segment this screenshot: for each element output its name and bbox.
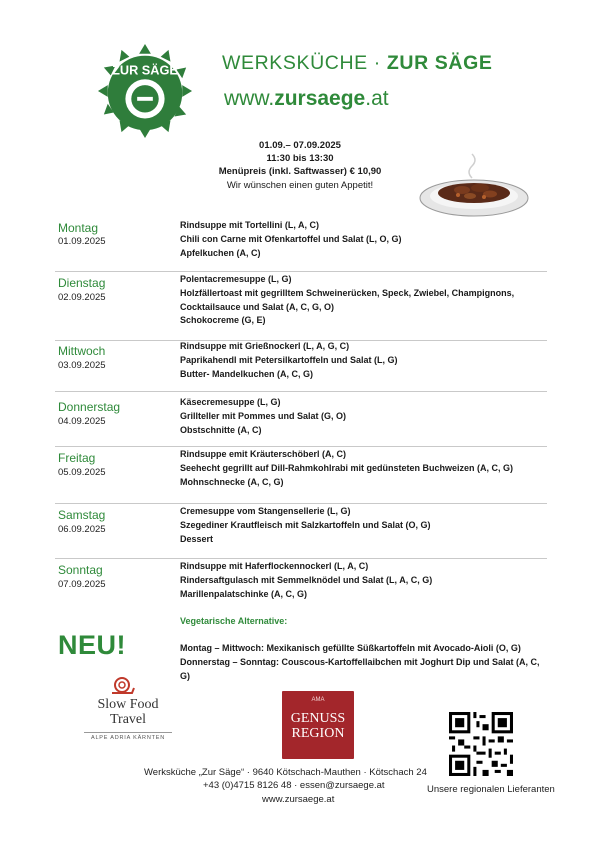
footer-web[interactable]: www.zursaege.at	[262, 794, 335, 805]
snail-icon	[110, 676, 136, 696]
day-name: Dienstag	[58, 276, 106, 290]
day-date: 06.09.2025	[58, 524, 106, 535]
day-meals: Käsecremesuppe (L, G) Grillteller mit Pommes und Salat (G, O) Obstschnitte (A, C)	[180, 397, 347, 435]
dish-image	[418, 150, 530, 220]
vegetarian-options: Montag – Mittwoch: Mexikanisch gefüllte Süßkartoffeln mit Avocado-Aioli (O, G) Donnerstag – Sonntag: Couscous-Kartoffellaibchen mit Joghurt Dip und Salat (A, C, G)	[180, 643, 540, 681]
menu-dates: 01.09.– 07.09.2025	[259, 140, 341, 151]
day-name: Montag	[58, 221, 99, 235]
day-date: 02.09.2025	[58, 292, 106, 303]
separator	[55, 558, 547, 559]
separator	[55, 446, 547, 447]
zur-saege-logo	[96, 42, 194, 140]
vegetarian-title: Vegetarische Alternative:	[180, 616, 288, 626]
menu-price: Menüpreis (inkl. Saftwasser) € 10,90	[218, 166, 382, 177]
separator	[55, 503, 547, 504]
footer-contact[interactable]: +43 (0)4715 8126 48 · essen@zursaege.at	[203, 780, 385, 791]
qr-code[interactable]	[449, 712, 513, 776]
day-name: Sonntag	[58, 563, 103, 577]
logo-text: ZUR SÄGE	[112, 62, 178, 78]
slow-food-travel-logo: Slow Food Travel ALPE ADRIA KÄRNTEN	[82, 676, 174, 746]
brand-title: WERKSKÜCHE · ZUR SÄGE	[222, 52, 493, 74]
menu-hours: 11:30 bis 13:30	[266, 153, 334, 164]
separator	[55, 271, 547, 272]
day-date: 05.09.2025	[58, 467, 106, 478]
day-meals: Rindsuppe emit Kräuterschöberl (A, C) Seehecht gegrillt auf Dill-Rahmkohlrabi mit gedünsteten Buchweizen (A, C, G) Mohnschnecke (A, C, G)	[180, 449, 514, 487]
day-date: 03.09.2025	[58, 360, 106, 371]
greeting: Wir wünschen einen guten Appetit!	[226, 180, 374, 191]
day-meals: Rindsuppe mit Grießnockerl (L, A, G, C) Paprikahendl mit Petersilkartoffeln und Salat (L, G) Butter- Mandelkuchen (A, C, G)	[180, 341, 398, 379]
day-date: 07.09.2025	[58, 579, 106, 590]
day-meals: Rindsuppe mit Tortellini (L, A, C) Chili con Carne mit Ofenkartoffel und Salat (L, O, G) Apfelkuchen (A, C)	[180, 220, 402, 258]
separator	[55, 391, 547, 392]
day-meals: Polentacremesuppe (L, G) Holzfällertoast mit gegrilltem Schweinerücken, Speck, Zwiebel, Champignons, Cocktailsauce und Salat (A, C, G, O) Schokocreme (G, E)	[180, 274, 515, 326]
brand-url[interactable]: www.zursaege.at	[224, 87, 389, 110]
day-date: 01.09.2025	[58, 236, 106, 247]
new-badge: NEU!	[58, 630, 126, 660]
day-meals: Rindsuppe mit Haferflockennockerl (L, A, C) Rindersaftgulasch mit Semmelknödel und Salat (L, A, C, G) Marillenpalatschinke (A, C, G)	[180, 561, 433, 599]
ama-genuss-region-logo: AMA GENUSS REGION	[282, 691, 354, 759]
day-name: Freitag	[58, 451, 96, 465]
footer-address: Werksküche „Zur Säge“ · 9640 Kötschach-Mauthen · Kötschach 24	[144, 767, 427, 778]
day-date: 04.09.2025	[58, 416, 106, 427]
day-name: Mittwoch	[58, 344, 106, 358]
suppliers-caption: Unsere regionalen Lieferanten	[427, 784, 555, 795]
day-name: Samstag	[58, 508, 106, 522]
day-meals: Cremesuppe vom Stangensellerie (L, G) Szegediner Krautfleisch mit Salzkartoffeln und Salat (O, G) Dessert	[180, 506, 431, 544]
day-name: Donnerstag	[58, 400, 121, 414]
